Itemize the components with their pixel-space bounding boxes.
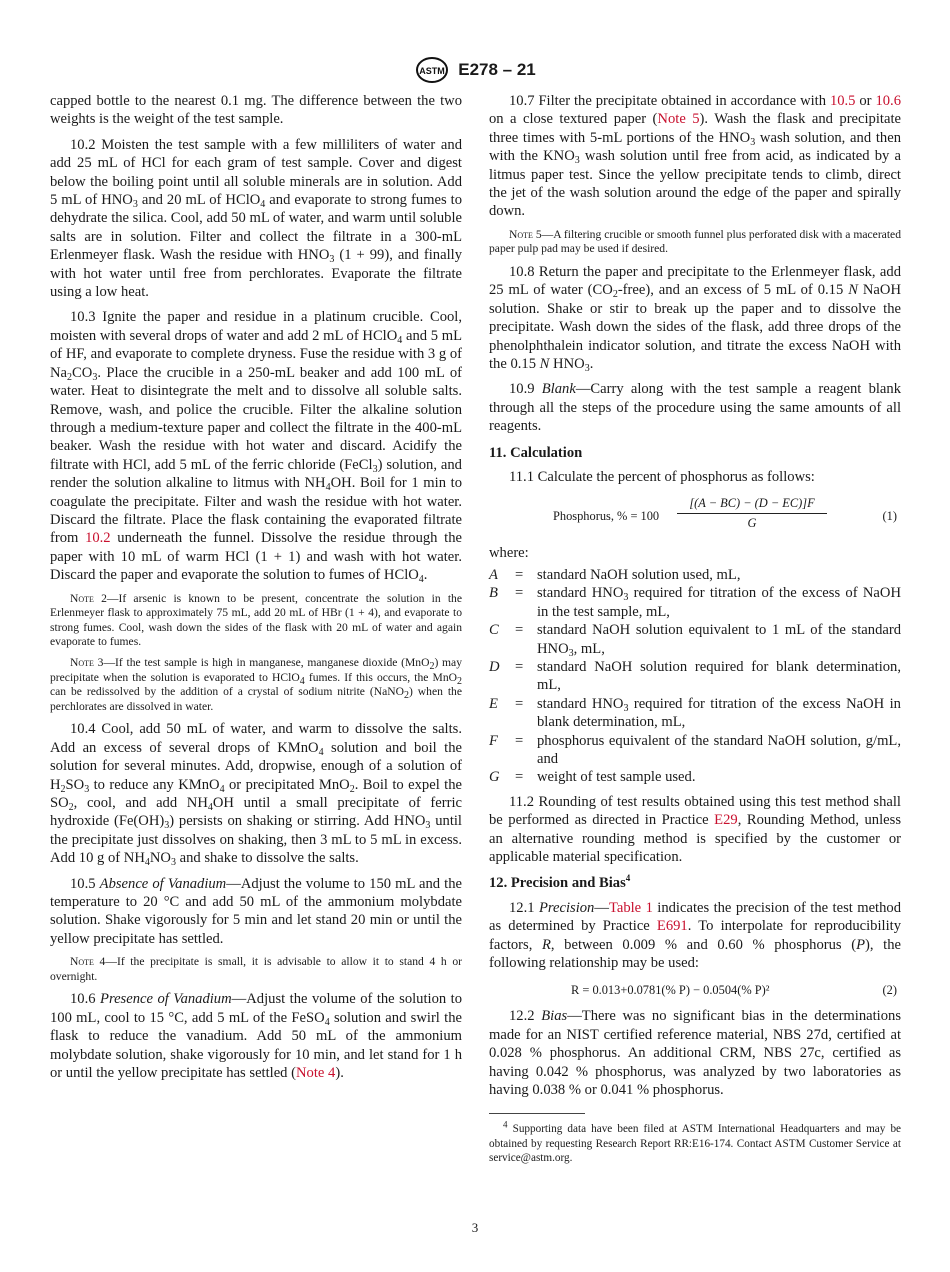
equation-number: (2) [882, 983, 897, 998]
paragraph-10-6: 10.6 Presence of Vanadium—Adjust the volume of the solution to 100 mL, cool to 15 °C, add 5 mL of the FeSO$_4$ solution and swirl the flask to reduce the vanadium. Add 50 mL of the ammonium molybdate solution, shake vigorously for 10 min, and let stand for 1 h or until the yellow precipitate has settled (Note 4). [50, 991, 462, 1081]
paragraph-text: —Carry along with the test sample a reagent blank through all the steps of the procedure using the same amounts of all reagents. [489, 381, 901, 435]
variable-definition: weight of test sample used. [537, 769, 696, 786]
subsection-title: Absence of Vanadium [99, 875, 227, 892]
equation-denominator: G [747, 515, 757, 530]
subsection-title: Precision [538, 899, 595, 916]
variable-definition: standard NaOH solution required for blank determination, mL, [537, 658, 901, 694]
equation-number: (1) [882, 508, 897, 523]
variable-symbol: A [489, 566, 498, 583]
paragraph-12-1: 12.1 Precision—Table 1 indicates the precision of the test method as determined by Practice E691. To interpolate for reproducibility factors, R, between 0.009 % and 0.60 % phosphorus (P), the following relationship may be used: [489, 899, 901, 972]
variable-row: G = weight of test sample used. [489, 768, 901, 786]
footnote-marker: 4 [625, 873, 631, 884]
ref-link-e691[interactable]: E691 [656, 918, 688, 935]
paragraph-10-5 [50, 875, 462, 949]
paragraph-10-7: 10.7 Filter the precipitate obtained in accordance with 10.5 or 10.6 on a close textured paper (Note 5). Wash the flask and precipitate three times with 5-mL portions of the $HNO_3$ wash solution, and then with the $KNO_3$ wash solution until free from acid, as indicated by a litmus paper test. Since the yellow precipitate tends to climb, direct the jet of the wash solution around the edge of the paper and spirally down. [489, 93, 901, 220]
variable-definitions [489, 566, 901, 787]
equation-1 [489, 494, 901, 534]
section-number: 10.5 [70, 875, 96, 892]
document-code: E278 – 21 [458, 60, 536, 79]
ref-link-note-5[interactable]: Note 5 [657, 111, 700, 128]
paragraph-11-1 [489, 468, 901, 486]
variable-definition: standard $HNO_3$ required for titration of the excess NaOH in blank determination, mL, [537, 695, 901, 731]
note-label: Note 5 [509, 227, 542, 241]
ref-link-10-5[interactable]: 10.5 [829, 93, 856, 109]
astm-logo-icon [414, 56, 450, 84]
variable-symbol: E [489, 695, 498, 712]
footnote-marker: 4 [503, 1119, 508, 1130]
note-label: Note 2 [70, 591, 107, 605]
note-5 [489, 228, 901, 257]
section-number: 10.3 [70, 309, 96, 326]
paragraph-text: . To interpolate for reproducibility factors, R, between 0.009 % and 0.60 % phosphorus (P), the following relationship may be used: [489, 918, 901, 972]
section-number: 11.2 [509, 793, 534, 810]
section-number: 12.2 [509, 1008, 535, 1025]
ref-link-note-4[interactable]: Note 4 [296, 1065, 336, 1081]
paragraph-text: Rounding of test results obtained using this test method shall be performed as directed in Practice [489, 793, 901, 829]
variable-symbol: D [489, 658, 500, 675]
variable-symbol: B [489, 585, 498, 602]
note-text: —If arsenic is known to be present, concentrate the solution in the Erlenmeyer flask to approximately 75 mL, add 20 mL of HBr (1 + 4), and evaporate to strong fumes. Cool, wash down the sides of the flask with 20 mL of water and again evaporate to fumes. [50, 591, 462, 649]
where-label: where: [489, 544, 529, 561]
note-4 [50, 955, 462, 984]
section-heading-precision-bias [489, 874, 901, 892]
variable-symbol: F [489, 732, 498, 749]
footnote-text: Supporting data have been filed at ASTM International Headquarters and may be obtained by requesting Research Report RR:E16-174. Contact ASTM Customer Service at service@astm.org. [489, 1123, 901, 1165]
variable-definition: phosphorus equivalent of the standard NaOH solution, g/mL, and [537, 732, 901, 767]
note-3: Note 3—If the test sample is high in manganese, manganese dioxide (MnO$_2$) may precipitate when the solution is evaporated to HClO$_4$ fumes. If this occurs, the MnO$_2$ can be redissolved by the addition of a crystal of sodium nitrite (NaNO$_2$) when the perchlorates are dissolved in water. [50, 655, 462, 713]
paragraph-11-2 [489, 793, 901, 867]
equation-fraction [677, 494, 827, 533]
left-column [50, 92, 462, 1089]
page-number: 3 [471, 1220, 479, 1235]
ref-link-table-1[interactable]: Table 1 [608, 899, 653, 916]
ref-link-e29[interactable]: E29 [714, 812, 738, 829]
paragraph-text: —Adjust the volume to 150 mL and the temperature to 20 °C and add 50 mL of the ammonium molybdate solution. Shake vigorously for 5 min and let stand 20 min or until the yellow precipitate has settled. [50, 875, 462, 947]
paragraph-10-9 [489, 380, 901, 435]
paragraph-text: , Rounding Method, unless an alternative rounding method is specified by the customer or applicable material specification. [489, 812, 901, 865]
paragraph-12-2 [489, 1007, 901, 1099]
paragraph-text: —There was no significant bias in the determinations made for an NIST certified reference material, NBS 27d, certified at 0.028 % phosphorus. An additional CRM, NBS 27c, certified as having 0.042 % phosphorus, was analyzed by two laboratories as having 0.038 % or 0.041 % phosphorus. [489, 1008, 901, 1099]
heading-text: 12. Precision and Bias [489, 875, 626, 892]
note-2 [50, 592, 462, 650]
section-number: 10.6 [70, 991, 96, 1008]
variable-row: A = standard NaOH solution used, mL, [489, 566, 901, 584]
footnote-divider [489, 1113, 585, 1114]
variable-row: C = standard NaOH solution equivalent to 1 mL of the standard $HNO_3$, mL, [489, 622, 901, 659]
right-column [489, 92, 901, 1166]
subsection-title: Presence of Vanadium [100, 991, 232, 1008]
section-number: 10.9 [509, 381, 535, 398]
variable-row: D = standard NaOH solution required for blank determination, mL, [489, 658, 901, 694]
paragraph-10-4: 10.4 Cool, add 50 mL of water, and warm to dissolve the salts. Add an excess of several drops of KMnO$_4$ solution and boil the solution for several minutes. Add, dropwise, enough of a solution of $H_2SO_3$ to reduce any KMnO$_4$ or precipitated MnO$_2$. Boil to expel the $SO_2$, cool, and add $NH_4OH$ until a small precipitate of ferric hydroxide $(Fe(OH)_3)$ persists on shaking or stirring. Add $HNO_3$ until the precipitate just dissolves on shaking, then 3 mL to 5 mL in excess. Add 10 g of $NH_4NO_3$ and shake to dissolve the salts. [50, 721, 462, 869]
section-number: 12.1 [509, 899, 535, 916]
page-header [0, 56, 950, 84]
variable-definition: standard NaOH solution equivalent to 1 mL of the standard $HNO_3$, mL, [537, 622, 901, 659]
paragraph-10-2: 10.2 Moisten the test sample with a few milliliters of water and add 25 mL of HCl for each gram of test sample. Cover and digest below the boiling point until all soluble minerals are in solution. Add 5 mL of $HNO_3$ and 20 mL of HClO$_4$ and evaporate to strong fumes to dehydrate the silica. Cool, add 50 mL of water, and warm until soluble salts are in solution. Filter and collect the filtrate in a 300-mL Erlenmeyer flask. Wash the residue with $HNO_3$ (1 + 99), and finally with hot water until free from perchlorates. Evaporate the filtrate using a low heat. [50, 136, 462, 301]
variable-row: F = phosphorus equivalent of the standard NaOH solution, g/mL, and [489, 732, 901, 767]
subsection-title: Blank [541, 381, 576, 398]
ref-link-10-2[interactable]: 10.2 [85, 530, 111, 547]
section-number: 11.1 [509, 469, 534, 486]
section-number: 10.2 [70, 136, 96, 153]
equation-numerator: [(A − BC) − (D − EC)]F [677, 494, 827, 514]
variable-definition: standard $HNO_3$ required for titration of the excess of NaOH in the test sample, mL, [537, 585, 901, 620]
paragraph-text: indicates the precision of the test method as determined by Practice [489, 899, 901, 935]
footnote-4 [489, 1119, 901, 1165]
subsection-title: Bias [541, 1008, 568, 1025]
svg-text:ASTM: ASTM [419, 66, 445, 76]
variable-symbol: C [489, 622, 499, 639]
equation-2 [489, 979, 901, 1001]
paragraph-continuation: capped bottle to the nearest 0.1 mg. The difference between the two weights is the weight of the test sample. [50, 93, 462, 128]
variable-row: E = standard $HNO_3$ required for titration of the excess NaOH in blank determination, mL, [489, 695, 901, 731]
equation-expression: R = 0.013+0.0781(% P) − 0.0504(% P)² [571, 983, 770, 998]
section-number: 10.7 [509, 93, 535, 109]
equation-lhs: Phosphorus, % = 100 [553, 508, 660, 523]
section-number: 10.8 [509, 264, 535, 281]
section-number: 10.4 [70, 721, 96, 738]
variable-row: B = standard $HNO_3$ required for titration of the excess of NaOH in the test sample, mL, [489, 585, 901, 620]
variable-symbol: G [489, 769, 500, 786]
paragraph-10-3: 10.3 Ignite the paper and residue in a platinum crucible. Cool, moisten with several drops of water and add 2 mL of HClO$_4$ and 5 mL of HF, and evaporate to complete dryness. Fuse the residue with 3 g of $Na_2CO_3$. Place the crucible in a 250-mL beaker and add 100 mL of water. Heat to disintegrate the melt and to dissolve all soluble salts. Remove, wash, and police the crucible. Filter the alkaline solution through a medium-texture paper and collect the filtrate in the 400-mL beaker. Wash the residue with hot water and discard. Acidify the filtrate with HCl, add 5 mL of the ferric chloride (FeCl$_3$) solution, and render the solution alkaline to litmus with $NH_4OH$. Boil for 1 min to coagulate the precipitate. Filter and wash the residue with hot water. Discard the filtrate. Place the flask containing the evaporated filtrate from 10.2 underneath the funnel. Dissolve the residue through the paper with 10 mL of warm HCl (1 + 1) and wash with hot water. Discard the paper and evaporate the solution to fumes of HClO$_4$. [50, 309, 462, 586]
note-label: Note 4 [70, 955, 106, 969]
variable-definition: standard NaOH solution used, mL, [537, 566, 741, 583]
paragraph-10-8: 10.8 Return the paper and precipitate to the Erlenmeyer flask, add 25 mL of water $(CO_2-free)$, and an excess of 5 mL of 0.15 N NaOH solution. Shake or stir to break up the paper and to dissolve the precipitate. Wash down the sides of the flask, add three drops of the phenolphthalein indicator solution, and titrate the excess NaOH with the 0.15 N $HNO_3$. [489, 264, 901, 375]
ref-link-10-6[interactable]: 10.6 [875, 93, 901, 109]
paragraph-text: Calculate the percent of phosphorus as follows: [537, 469, 815, 486]
note-text: —A filtering crucible or smooth funnel plus perforated disk with a macerated paper pulp pad may be used if desired. [489, 227, 901, 256]
section-heading-calculation: 11. Calculation [489, 444, 583, 461]
note-label: Note 3 [70, 655, 104, 669]
note-text: —If the precipitate is small, it is advisable to allow it to stand 4 h or overnight. [50, 955, 462, 983]
